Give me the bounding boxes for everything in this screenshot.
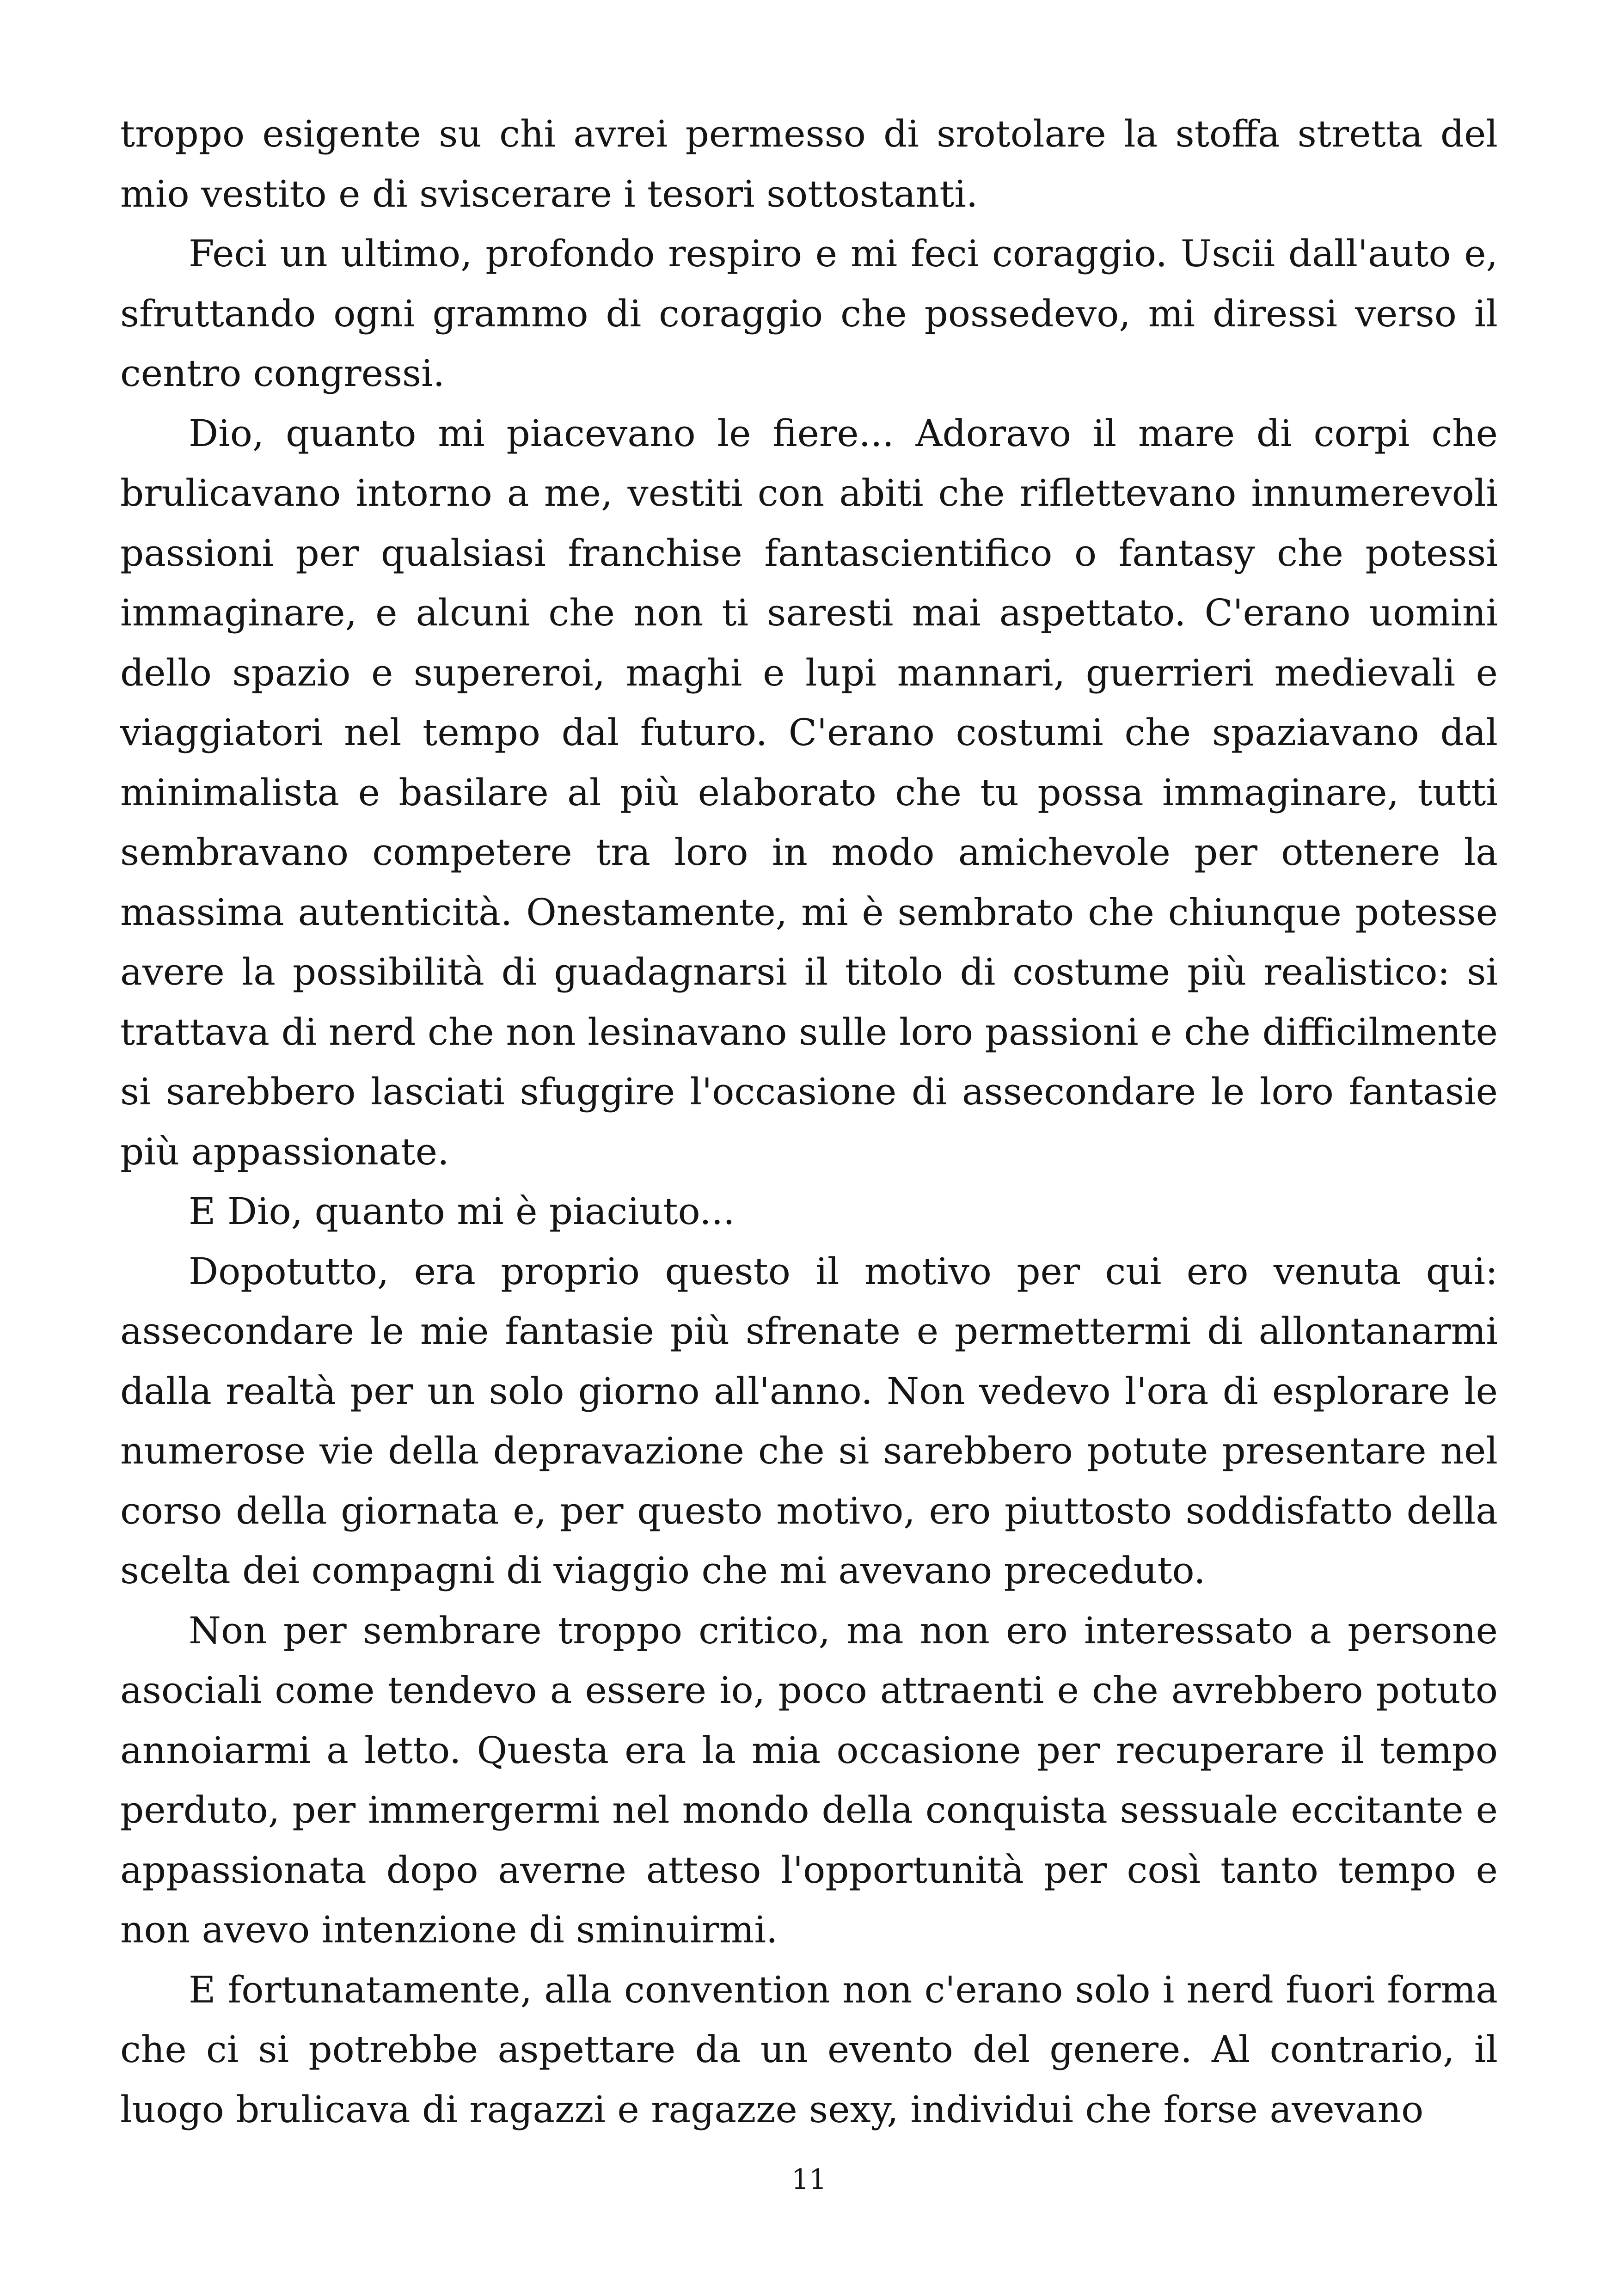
paragraph-last: E fortunatamente, alla convention non c'erano solo i nerd fuori forma che ci si potrebbe aspettare da un evento del genere. Al contrario, il luogo brulicava di ragazzi e ragazze sexy, individui che forse avevano	[120, 1968, 1498, 2131]
paragraph: Non per sembrare troppo critico, ma non ero interessato a persone asociali come tendevo a essere io, poco attraenti e che avrebbero potuto annoiarmi a letto. Questa era la mia occasione per recuperare il tempo perduto, per immergermi nel mondo della conquista sessuale eccitante e appassionata dopo averne atteso l'opportunità per così tanto tempo e non avevo intenzione di sminuirmi.	[120, 1609, 1498, 1951]
paragraph: Dopotutto, era proprio questo il motivo per cui ero venuta qui: assecondare le mie fantasie più sfrenate e permettermi di allontanarmi dalla realtà per un solo giorno all'anno. Non vedevo l'ora di esplorare le numerose vie della depravazione che si sarebbero potute presentare nel corso della giornata e, per questo motivo, ero piuttosto soddisfatto della scelta dei compagni di viaggio che mi avevano preceduto.	[120, 1249, 1498, 1592]
paragraph: Dio, quanto mi piacevano le fiere... Adoravo il mare di corpi che brulicavano intorno a me, vestiti con abiti che riflettevano innumerevoli passioni per qualsiasi franchise fantascientifico o fantasy che potessi immaginare, e alcuni che non ti saresti mai aspettato. C'erano uomini dello spazio e supereroi, maghi e lupi mannari, guerrieri medievali e viaggiatori nel tempo dal futuro. C'erano costumi che spaziavano dal minimalista e basilare al più elaborato che tu possa immaginare, tutti sembravano competere tra loro in modo amichevole per ottenere la massima autenticità. Onestamente, mi è sembrato che chiunque potesse avere la possibilità di guadagnarsi il titolo di costume più realistico: si trattava di nerd che non lesinavano sulle loro passioni e che difficilmente si sarebbero lasciati sfuggire l'occasione di assecondare le loro fantasie più appassionate.	[120, 411, 1498, 1173]
body-text	[120, 104, 1498, 2139]
paragraph-continued: troppo esigente su chi avrei permesso di srotolare la stoffa stretta del mio vestito e di sviscerare i tesori sottostanti.	[120, 112, 1498, 215]
paragraph: E Dio, quanto mi è piaciuto...	[189, 1190, 735, 1233]
page-number: 11	[791, 2163, 827, 2196]
paragraph: Feci un ultimo, profondo respiro e mi feci coraggio. Uscii dall'auto e, sfruttando ogni grammo di coraggio che possedevo, mi diressi verso il centro congressi.	[120, 232, 1498, 395]
